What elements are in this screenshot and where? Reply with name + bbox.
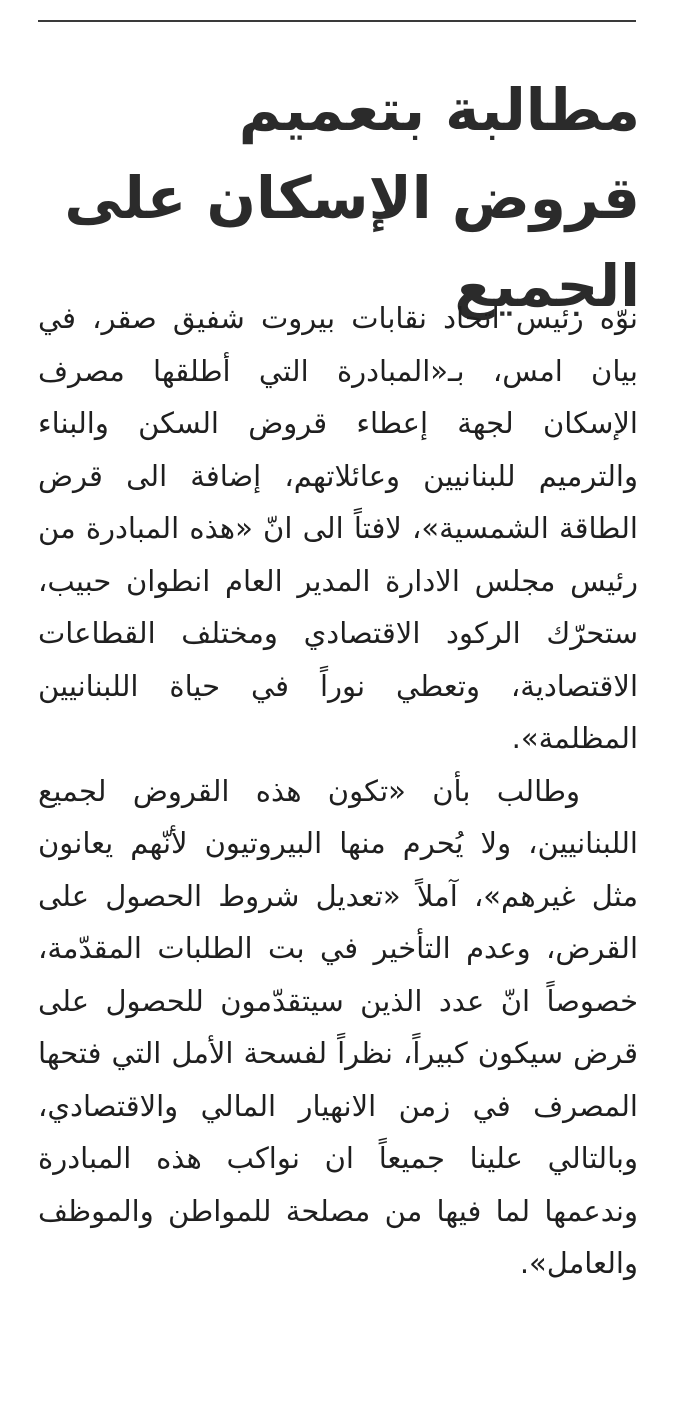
article-paragraph: وطالب بأن «تكون هذه القروض لجميع اللبنانيين، ولا يُحرم منها البيروتيون لأنّهم يعانون مثل غيرهم»، آملاً «تعديل شروط الحصول على القرض، وعدم التأخير في بت الطلبات المقدّمة، خصوصاً انّ عدد الذين سيتقدّمون للحصول على قرض سيكون كبيراً، نظراً لفسحة الأمل التي فتحها المصرف في زمن الانهيار المالي والاقتصادي، وبالتالي علينا جميعاً ان نواكب هذه المبادرة وندعمها لما فيها من مصلحة للمواطن والموظف والعامل». — [38, 773, 638, 1280]
top-divider — [38, 20, 636, 22]
article-headline: مطالبة بتعميم قروض الإسكان على الجميع — [64, 76, 640, 320]
article-paragraph: نوّه رئيس اتحاد نقابات بيروت شفيق صقر، في بيان امس، بـ«المبادرة التي أطلقها مصرف الإسكان لجهة إعطاء قروض السكن والبناء والترميم للبنانيين وعائلاتهم، إضافة الى قرض الطاقة الشمسية»، لافتاً الى انّ «هذه المبادرة من رئيس مجلس الادارة المدير العام انطوان حبيب، ستحرّك الركود الاقتصادي ومختلف القطاعات الاقتصادية، وتعطي نوراً في حياة اللبنانيين المظلمة». — [38, 301, 638, 755]
article-body — [38, 292, 638, 1290]
